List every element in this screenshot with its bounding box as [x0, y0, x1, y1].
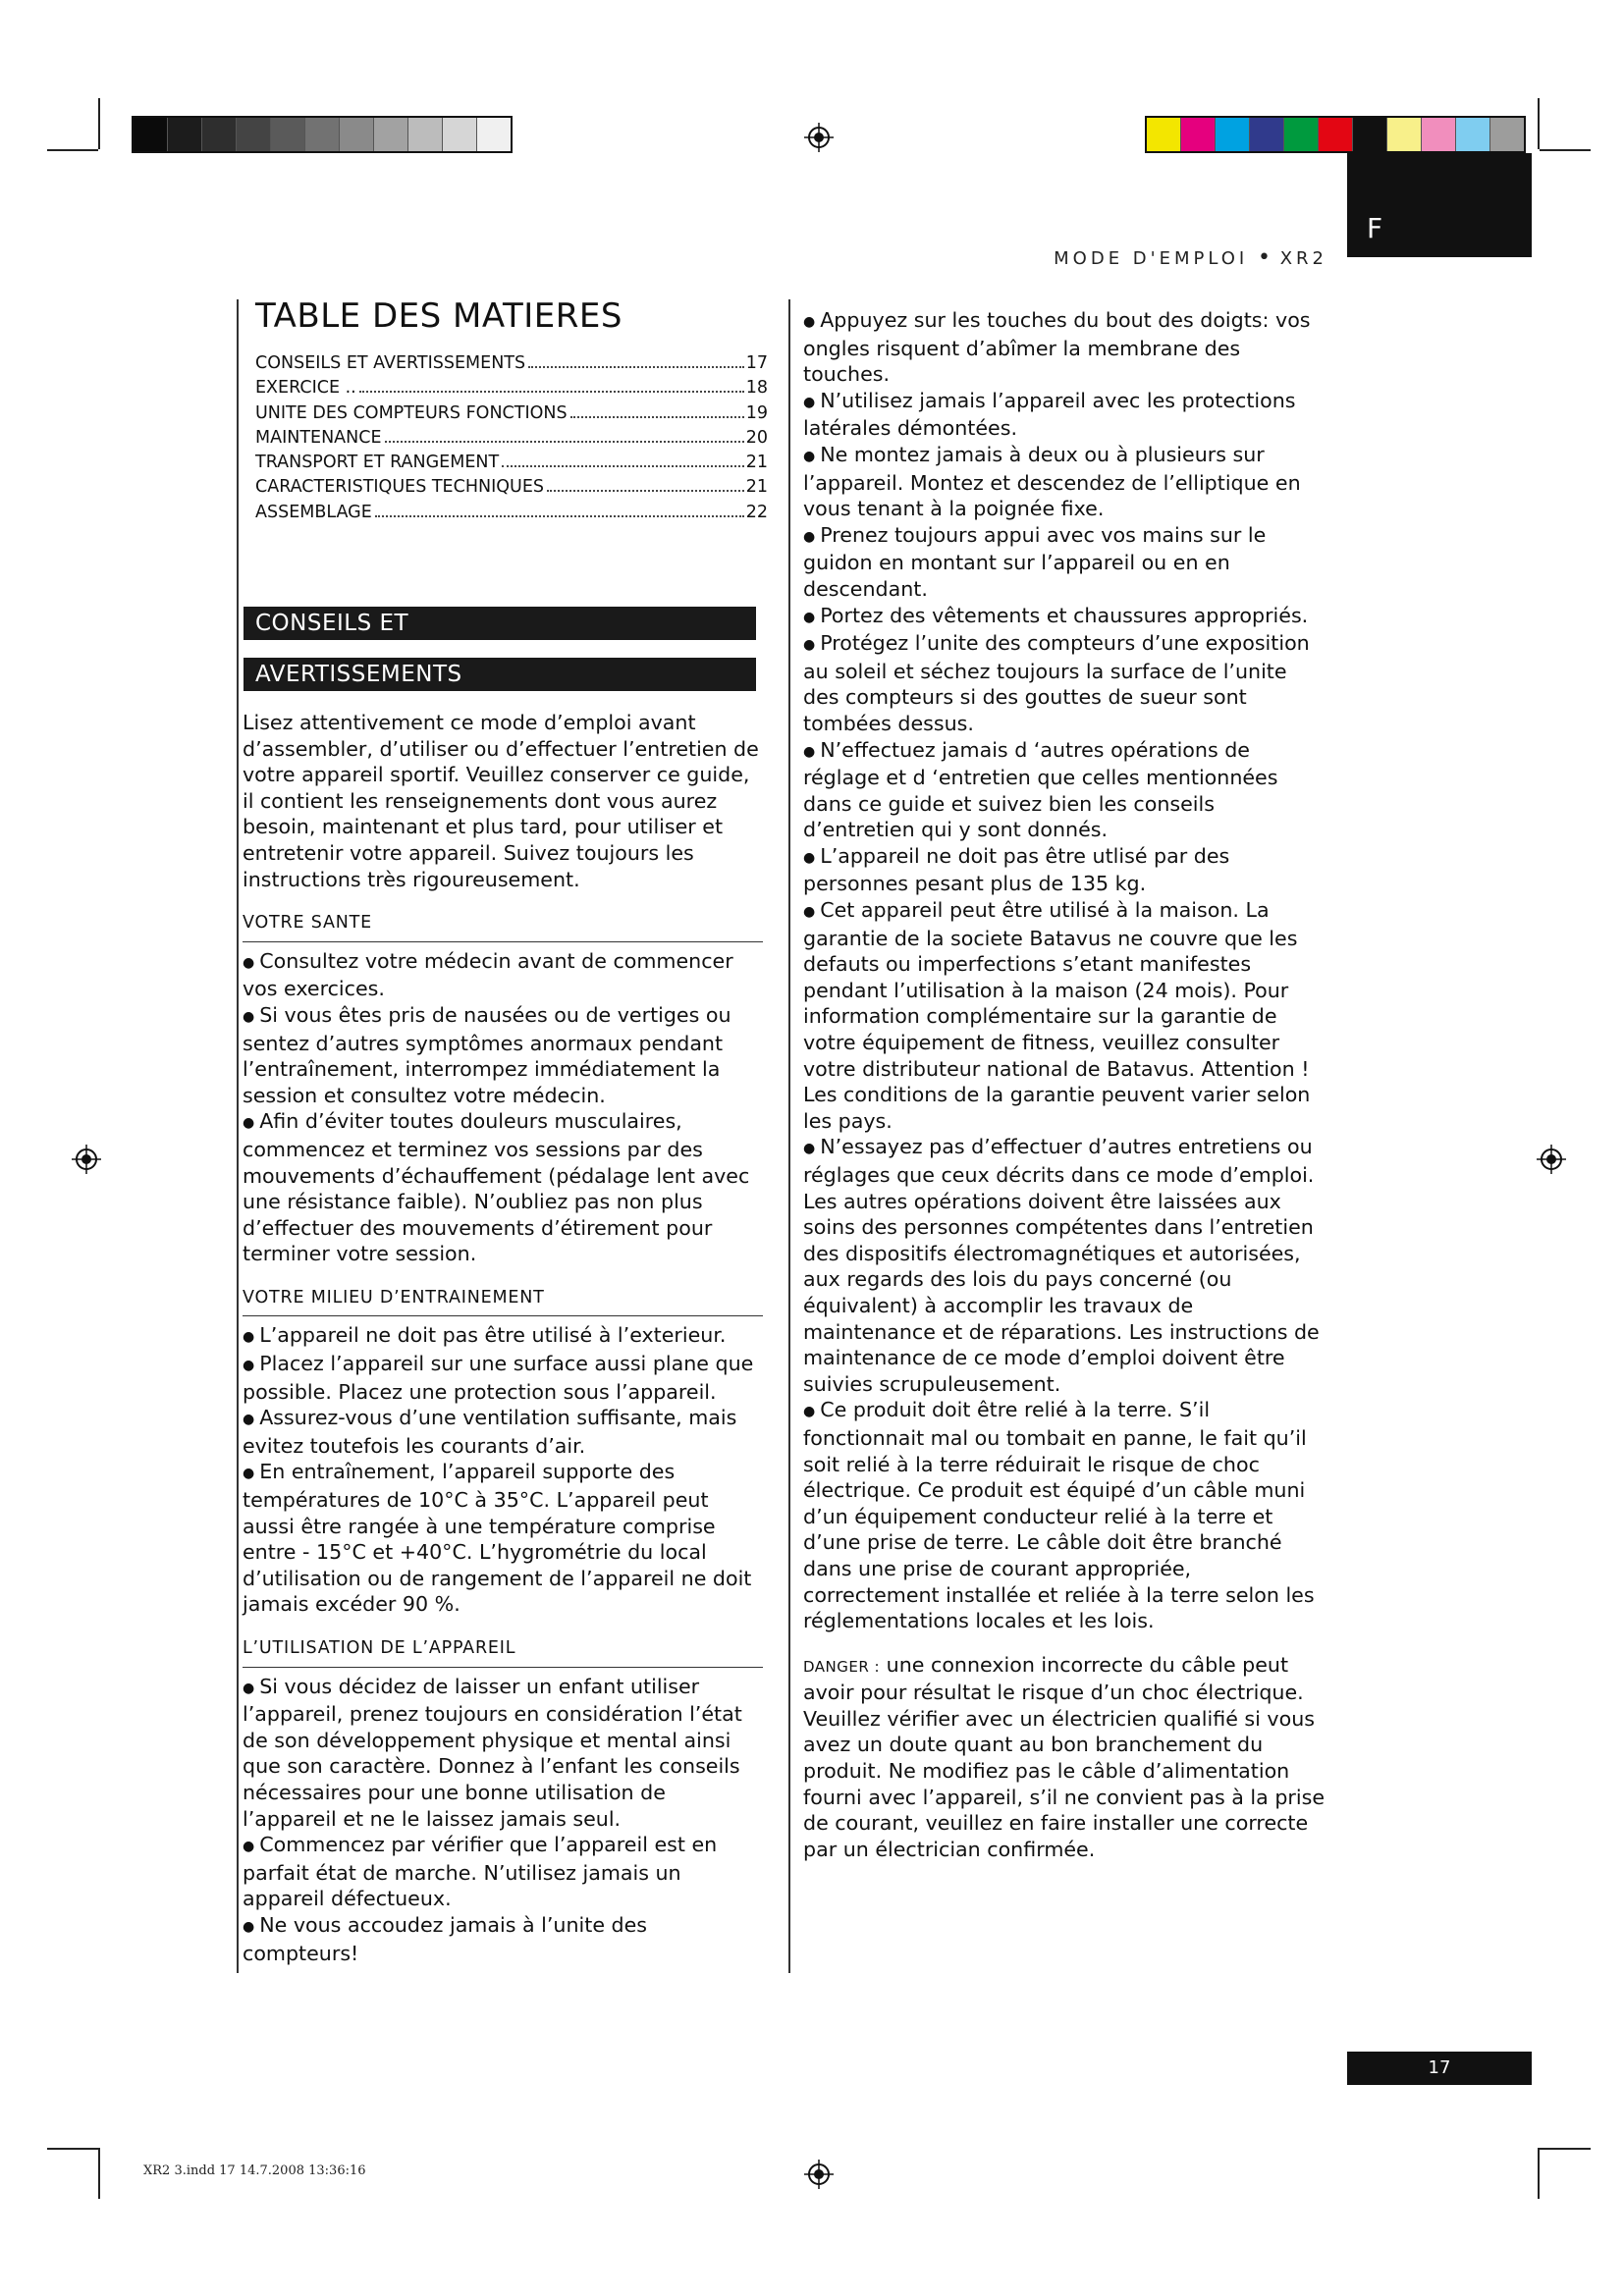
- color-swatch: [271, 118, 305, 151]
- subhead-milieu: VOTRE MILIEU D’ENTRAINEMENT: [243, 1285, 763, 1317]
- right-column-rule: [788, 299, 790, 1973]
- list-item: [803, 843, 1326, 897]
- bullet-icon: ●: [803, 904, 816, 921]
- list-item-text: Ne montez jamais à deux ou à plusieurs sur l’appareil. Montez et descendez de l’elliptique en vous tenant à la poignée fixe.: [803, 442, 1301, 521]
- crop-mark: [98, 2148, 100, 2199]
- left-column: [243, 710, 763, 1966]
- registration-mark-icon: [1537, 1145, 1566, 1174]
- toc-leader: [570, 416, 744, 418]
- toc-entry-page: 21: [745, 477, 768, 498]
- toc-entry: [255, 401, 768, 426]
- danger-label: DANGER :: [803, 1657, 881, 1676]
- color-swatch: [1422, 118, 1456, 151]
- toc-leader: [385, 441, 744, 443]
- color-calibration-bar: [1145, 116, 1526, 153]
- toc-entry-label: CARACTERISTIQUES TECHNIQUES: [255, 477, 544, 498]
- bullet-icon: ●: [243, 1680, 255, 1696]
- bullet-separator: •: [1257, 245, 1271, 270]
- bullet-icon: ●: [243, 954, 255, 971]
- print-slug: XR2 3.indd 17 14.7.2008 13:36:16: [143, 2163, 366, 2178]
- list-item: [243, 1674, 763, 1833]
- color-swatch: [374, 118, 408, 151]
- bullet-icon: ●: [243, 1358, 255, 1374]
- running-head-title: MODE D'EMPLOI: [1054, 248, 1249, 269]
- list-item-text: Si vous êtes pris de nausées ou de vertiges ou sentez d’autres symptômes anormaux pendant l’entraînement, interrompez immédiatement la session et consultez votre médecin.: [243, 1002, 731, 1107]
- toc-entry: [255, 501, 768, 525]
- milieu-list: [243, 1322, 763, 1618]
- toc-leader: [547, 490, 744, 492]
- utilisation-list: [243, 1674, 763, 1967]
- list-item: [803, 630, 1326, 736]
- toc-entry-label: CONSEILS ET AVERTISSEMENTS: [255, 353, 526, 373]
- list-item: [243, 1322, 763, 1351]
- color-swatch: [305, 118, 340, 151]
- toc-leader: [502, 465, 744, 467]
- running-head: [1054, 245, 1327, 270]
- language-tab: [1347, 153, 1532, 257]
- toc-title: TABLE DES MATIERES: [255, 296, 623, 336]
- list-item-text: N’essayez pas d’effectuer d’autres entretiens ou réglages que ceux décrits dans ce mode d’emploi. Les autres opérations doivent être laissées aux soins des personnes compétentes dans l’entretien des dispositifs électromagnétiques et autorisées, aux regards des lois du pays concerné (ou équivalent) à accomplir les travaux de maintenance et de réparations. Les instructions de maintenance de ce mode d’emploi doivent être suivies scrupuleusement.: [803, 1135, 1320, 1396]
- toc-entry-label: UNITE DES COMPTEURS FONCTIONS: [255, 402, 568, 423]
- toc-entry-page: 17: [745, 353, 768, 373]
- list-item-text: N’utilisez jamais l’appareil avec les protections latérales démontées.: [803, 388, 1296, 441]
- subhead-sante: VOTRE SANTE: [243, 910, 763, 942]
- language-tab-label: F: [1367, 212, 1383, 244]
- color-swatch: [443, 118, 477, 151]
- list-item-text: En entraînement, l’appareil supporte des températures de 10°C à 35°C. L’appareil peut aussi être rangée à une température comprise entre - 15°C et +40°C. L’hygrométrie du local d’utilisation ou de rangement de l’appareil ne doit jamais excéder 90 %.: [243, 1460, 752, 1617]
- list-item-text: Protégez l’unite des compteurs d’une exposition au soleil et séchez toujours la surface de l’unite des compteurs si des gouttes de sueur sont tombées dessus.: [803, 631, 1310, 735]
- toc-leader: [528, 366, 744, 368]
- registration-mark-icon: [804, 2160, 834, 2189]
- spacer: [243, 1267, 763, 1285]
- list-item-text: L’appareil ne doit pas être utlisé par des personnes pesant plus de 135 kg.: [803, 843, 1230, 896]
- toc-entry: [255, 376, 768, 400]
- list-item-text: Assurez-vous d’une ventilation suffisante, mais evitez toutefois les courants d’air.: [243, 1406, 737, 1458]
- bullet-icon: ●: [803, 314, 816, 330]
- bullet-icon: ●: [243, 1329, 255, 1346]
- list-item-text: Consultez votre médecin avant de commencer vos exercices.: [243, 948, 733, 1001]
- color-swatch: [1353, 118, 1387, 151]
- bullet-icon: ●: [803, 1141, 816, 1157]
- toc-entry-label: EXERCICE ..: [255, 378, 356, 399]
- toc-entry-page: 22: [745, 502, 768, 522]
- bullet-icon: ●: [803, 849, 816, 866]
- section-bar-label: CONSEILS ET: [255, 611, 409, 636]
- crop-mark: [1540, 2148, 1591, 2150]
- list-item: [243, 1108, 763, 1267]
- right-column: [803, 307, 1326, 1862]
- crop-mark: [98, 98, 100, 149]
- list-item-text: Si vous décidez de laisser un enfant utiliser l’appareil, prenez toujours en considération l’état de son développement physique et mental ainsi que son caractère. Donnez à l’enfant les conseils nécessaires pour une bonne utilisation de l’appareil et ne le laissez jamais seul.: [243, 1674, 742, 1831]
- list-item: [803, 897, 1326, 1134]
- right-list: [803, 307, 1326, 1634]
- list-item: [243, 948, 763, 1002]
- bullet-icon: ●: [243, 1839, 255, 1855]
- list-item-text: Ne vous accoudez jamais à l’unite des compteurs!: [243, 1912, 648, 1965]
- crop-mark: [47, 149, 98, 151]
- spacer: [803, 1634, 1326, 1652]
- bullet-icon: ●: [803, 1404, 816, 1420]
- bullet-icon: ●: [803, 448, 816, 464]
- color-swatch: [408, 118, 443, 151]
- color-swatch: [202, 118, 237, 151]
- list-item-text: L’appareil ne doit pas être utilisé à l’exterieur.: [259, 1323, 727, 1348]
- crop-mark: [47, 2148, 98, 2150]
- toc-entry-page: 18: [745, 378, 768, 399]
- color-swatch: [340, 118, 374, 151]
- color-swatch: [1147, 118, 1181, 151]
- list-item: [803, 1397, 1326, 1633]
- sante-list: [243, 948, 763, 1267]
- toc-entry: [255, 351, 768, 376]
- list-item: [803, 1134, 1326, 1397]
- list-item-text: Prenez toujours appui avec vos mains sur le guidon en montant sur l’appareil ou en en descendant.: [803, 522, 1267, 601]
- list-item: [803, 737, 1326, 843]
- color-swatch: [477, 118, 511, 151]
- bullet-icon: ●: [243, 1412, 255, 1428]
- danger-text: une connexion incorrecte du câble peut avoir pour résultat le risque d’un choc électrique. Veuillez vérifier avec un électricien qualifié si vous avez un doute quant au bon branchement du produit. Ne modifiez pas le câble d’alimentation fourni avec l’appareil, s’il ne convient pas à la prise de courant, veuillez en faire installer une correcte par un électrician confirmée.: [803, 1652, 1325, 1861]
- intro-paragraph: Lisez attentivement ce mode d’emploi avant d’assembler, d’utiliser ou d’effectuer l’entretien de votre appareil sportif. Veuillez conserver ce guide, il contient les renseignements dont vous aurez besoin, maintenant et plus tard, pour utiliser et entretenir votre appareil. Suivez toujours les instructions très rigoureusement.: [243, 711, 759, 891]
- color-swatch: [1284, 118, 1319, 151]
- toc-entry-page: 19: [745, 402, 768, 423]
- bullet-icon: ●: [243, 1918, 255, 1935]
- list-item-text: Afin d’éviter toutes douleurs musculaires, commencez et terminez vos sessions par des mouvements d’échauffement (pédalage lent avec une résistance faible). N’oubliez pas non plus d’effectuer des mouvements d’étirement pour terminer votre session.: [243, 1109, 750, 1266]
- color-swatch: [1250, 118, 1284, 151]
- color-swatch: [1181, 118, 1216, 151]
- color-swatch: [168, 118, 202, 151]
- bullet-icon: ●: [243, 1008, 255, 1025]
- list-item-text: Commencez par vérifier que l’appareil est en parfait état de marche. N’utilisez jamais un appareil défectueux.: [243, 1833, 718, 1911]
- color-swatch: [134, 118, 168, 151]
- toc-entry-label: MAINTENANCE: [255, 427, 382, 448]
- toc-entry-label: ASSEMBLAGE: [255, 502, 372, 522]
- section-bar-label: AVERTISSEMENTS: [255, 662, 462, 687]
- list-item: [243, 1459, 763, 1618]
- list-item: [803, 522, 1326, 603]
- bullet-icon: ●: [803, 528, 816, 545]
- table-of-contents: [255, 351, 768, 525]
- bullet-icon: ●: [243, 1466, 255, 1482]
- color-swatch: [1216, 118, 1250, 151]
- running-head-model: XR2: [1279, 248, 1327, 269]
- toc-entry-page: 20: [745, 427, 768, 448]
- left-column-rule: [237, 299, 239, 1973]
- color-swatch: [1490, 118, 1524, 151]
- crop-mark: [1538, 98, 1540, 149]
- spacer: [243, 1618, 763, 1635]
- color-swatch: [1456, 118, 1490, 151]
- list-item: [803, 603, 1326, 631]
- bullet-icon: ●: [803, 743, 816, 760]
- section-bar-conseils: [244, 607, 756, 640]
- toc-entry: [255, 451, 768, 475]
- list-item: [803, 307, 1326, 388]
- list-item-text: N’effectuez jamais d ‘autres opérations de réglage et d ‘entretien que celles mentionnées dans ce guide et suivez bien les conseils d’entretien qui y sont donnés.: [803, 737, 1278, 842]
- list-item-text: Placez l’appareil sur une surface aussi plane que possible. Placez une protection sous l’appareil.: [243, 1352, 754, 1404]
- list-item-text: Appuyez sur les touches du bout des doigts: vos ongles risquent d’abîmer la membrane des touches.: [803, 308, 1311, 387]
- page-number: 17: [1347, 2052, 1532, 2085]
- crop-mark: [1540, 149, 1591, 151]
- toc-entry: [255, 475, 768, 500]
- list-item: [243, 1832, 763, 1912]
- subhead-utilisation: L’UTILISATION DE L’APPAREIL: [243, 1635, 763, 1668]
- list-item: [243, 1002, 763, 1108]
- list-item: [803, 442, 1326, 522]
- bullet-icon: ●: [803, 394, 816, 410]
- list-item: [243, 1351, 763, 1405]
- bullet-icon: ●: [803, 637, 816, 654]
- toc-leader: [359, 391, 744, 393]
- grayscale-calibration-bar: [132, 116, 513, 153]
- list-item: [803, 388, 1326, 442]
- color-swatch: [1319, 118, 1353, 151]
- list-item: [243, 1405, 763, 1459]
- registration-mark-icon: [72, 1145, 101, 1174]
- section-bar-avertissements: [244, 658, 756, 691]
- spacer: [243, 892, 763, 910]
- toc-entry-label: TRANSPORT ET RANGEMENT: [255, 453, 500, 473]
- bullet-icon: ●: [243, 1115, 255, 1132]
- list-item-text: Portez des vêtements et chaussures appropriés.: [820, 603, 1309, 627]
- toc-entry: [255, 426, 768, 451]
- list-item-text: Ce produit doit être relié à la terre. S’il fonctionnait mal ou tombait en panne, le fait qu’il soit relié à la terre réduirait le risque de choc électrique. Ce produit est équipé d’un câble muni d’un équipement conducteur relié à la terre et d’une prise de terre. Le câble doit être branché dans une prise de courant appropriée, correctement installée et reliée à la terre selon les réglementations locales et les lois.: [803, 1398, 1315, 1633]
- color-swatch: [237, 118, 271, 151]
- toc-leader: [375, 515, 744, 517]
- registration-mark-icon: [804, 123, 834, 152]
- toc-entry-page: 21: [745, 453, 768, 473]
- danger-paragraph: [803, 1652, 1326, 1863]
- crop-mark: [1538, 2148, 1540, 2199]
- color-swatch: [1387, 118, 1422, 151]
- list-item: [243, 1912, 763, 1966]
- list-item-text: Cet appareil peut être utilisé à la maison. La garantie de la societe Batavus ne couvre que les defauts ou imperfections s’etant manifestes pendant l’utilisation à la maison (24 mois). Pour information complémentaire sur la garantie de votre équipement de fitness, veuillez consulter votre distributeur national de Batavus. Attention ! Les conditions de la garantie peuvent varier selon les pays.: [803, 898, 1311, 1133]
- bullet-icon: ●: [803, 609, 816, 625]
